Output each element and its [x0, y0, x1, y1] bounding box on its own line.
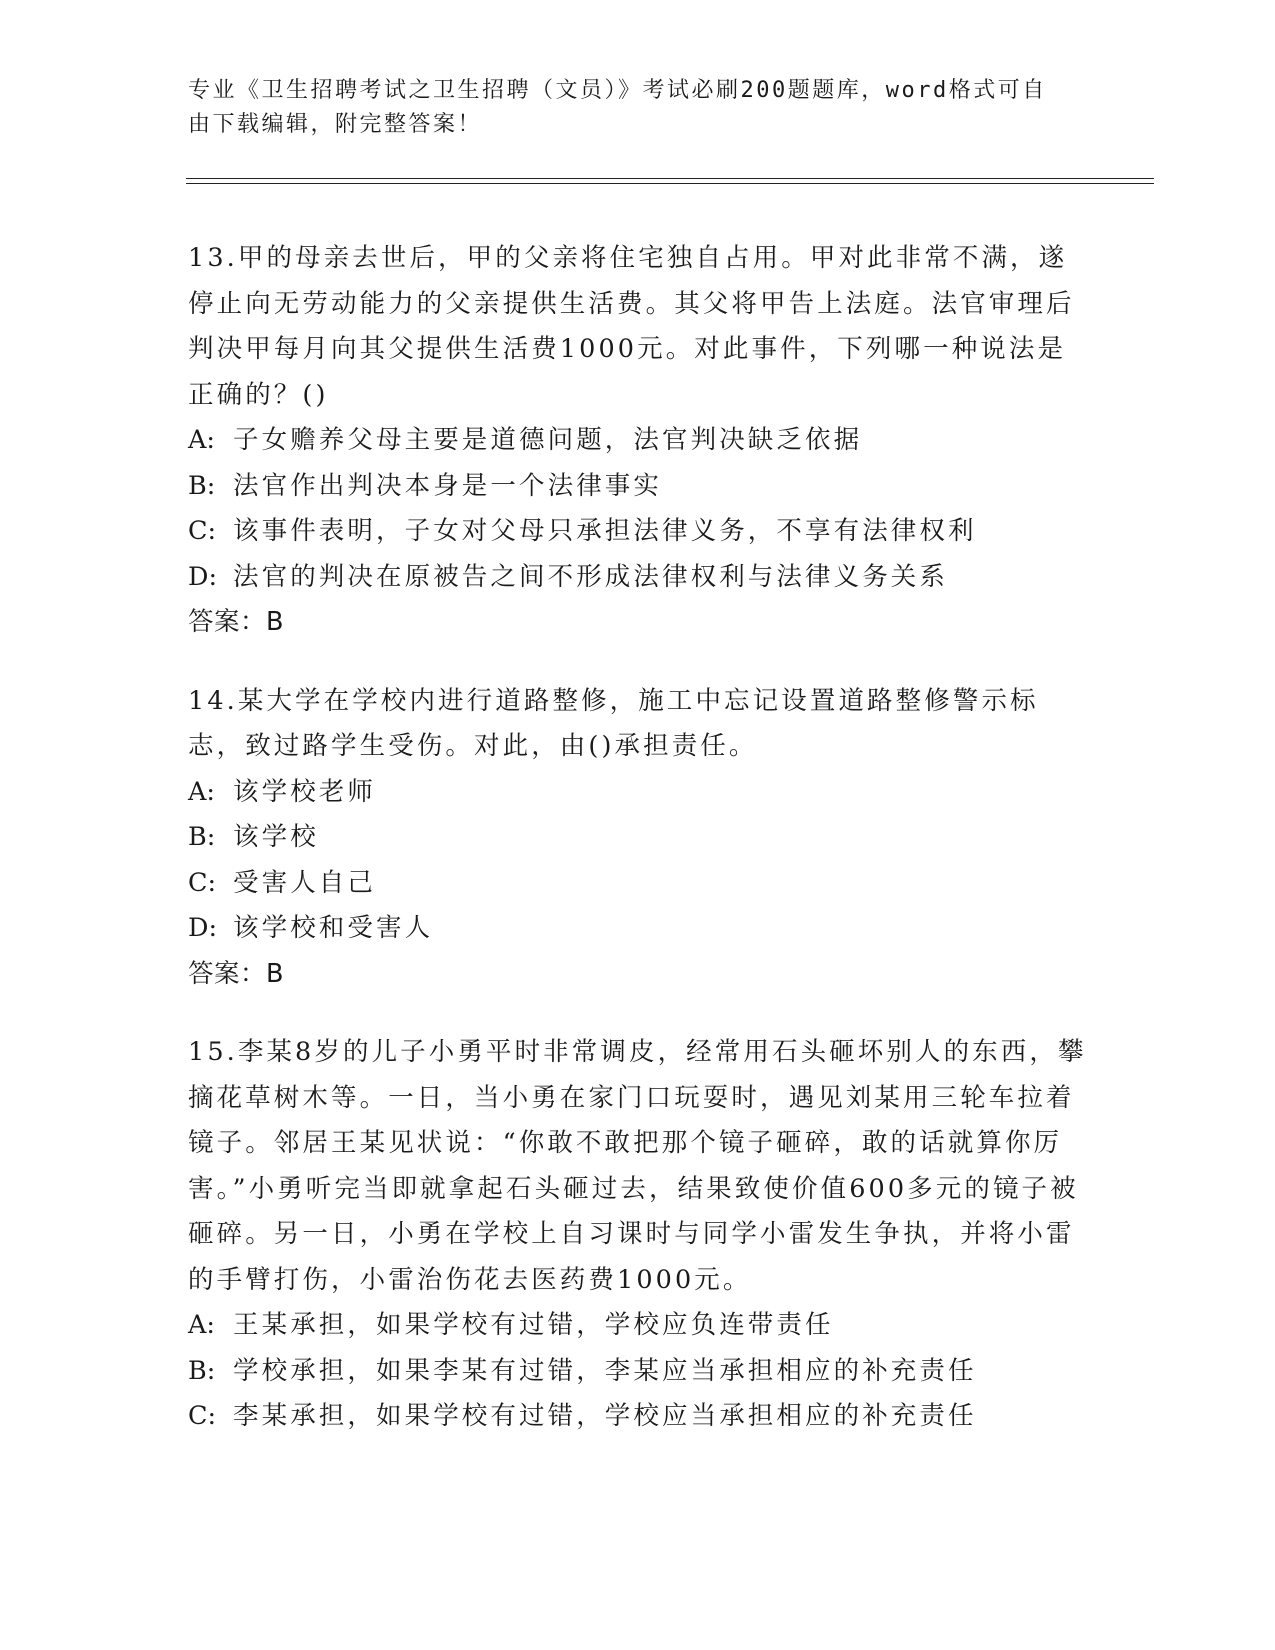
option-c — [188, 1394, 1088, 1440]
option-label: C: — [188, 867, 217, 898]
option-text: 该学校和受害人 — [233, 913, 434, 943]
document-header: 专业《卫生招聘考试之卫生招聘（文员）》考试必刷200题题库，word格式可自由下载编辑，附完整答案！ — [188, 78, 1047, 137]
option-text: 法官作出判决本身是一个法律事实 — [233, 470, 663, 501]
question-text: 13.甲的母亲去世后，甲的父亲将住宅独自占用。甲对此非常不满，遂停止向无劳动能力的父亲提供生活费。其父将甲告上法庭。法官审理后判决甲每月向其父提供生活费1000元。对此事件，下列哪一种说法是正确的？() — [188, 243, 1075, 410]
option-a — [188, 1303, 1088, 1349]
answer-line: 答案：B — [188, 607, 284, 637]
header-divider-top — [186, 178, 1154, 179]
question-14 — [188, 679, 1088, 998]
question-list — [188, 236, 1088, 1473]
question-15 — [188, 1030, 1088, 1440]
answer-line: 答案：B — [188, 958, 284, 989]
option-label: C: — [188, 516, 217, 546]
question-text: 15.李某8岁的儿子小勇平时非常调皮，经常用石头砸坏别人的东西，攀摘花草树木等。一日，当小勇在家门口玩耍时，遇见刘某用三轮车拉着镜子。邻居王某见状说：“你敢不敢把那个镜子砸碎，敢的话就算你厉害。”小勇听完当即就拿起石头砸过去，结果致使价值600多元的镜子被砸碎。另一日，小勇在学校上自习课时与同学小雷发生争执，并将小雷的手臂打伤，小雷治伤花去医药费1000元。 — [188, 1037, 1087, 1295]
option-b — [188, 1349, 1088, 1395]
option-label: A: — [188, 776, 216, 807]
option-label: D: — [188, 913, 218, 943]
option-d — [188, 555, 1088, 601]
option-d — [188, 906, 1088, 952]
option-label: B: — [188, 470, 216, 501]
option-label: A: — [188, 1310, 216, 1340]
option-c — [188, 861, 1088, 907]
option-label: B: — [188, 822, 216, 852]
option-text: 该事件表明，子女对父母只承担法律义务，不享有法律权利 — [233, 516, 977, 546]
option-c — [188, 509, 1088, 555]
question-text: 14.某大学在学校内进行道路整修，施工中忘记设置道路整修警示标志，致过路学生受伤。对此，由()承担责任。 — [188, 685, 1039, 761]
question-13 — [188, 236, 1088, 646]
option-text: 学校承担，如果李某有过错，李某应当承担相应的补充责任 — [233, 1355, 977, 1386]
option-label: C: — [188, 1401, 217, 1431]
option-text: 子女赡养父母主要是道德问题，法官判决缺乏依据 — [233, 425, 863, 455]
option-text: 法官的判决在原被告之间不形成法律权利与法律义务关系 — [233, 561, 949, 592]
option-text: 受害人自己 — [233, 867, 377, 898]
option-text: 王某承担，如果学校有过错，学校应负连带责任 — [233, 1310, 834, 1340]
option-a — [188, 770, 1088, 816]
option-text: 该学校老师 — [233, 776, 377, 807]
option-label: A: — [188, 425, 216, 455]
option-label: B: — [188, 1355, 216, 1386]
option-text: 李某承担，如果学校有过错，学校应当承担相应的补充责任 — [233, 1401, 977, 1431]
option-a — [188, 418, 1088, 464]
option-text: 该学校 — [233, 822, 319, 852]
option-b — [188, 815, 1088, 861]
option-b — [188, 464, 1088, 510]
option-label: D: — [188, 561, 218, 592]
header-divider-bottom — [186, 183, 1154, 184]
